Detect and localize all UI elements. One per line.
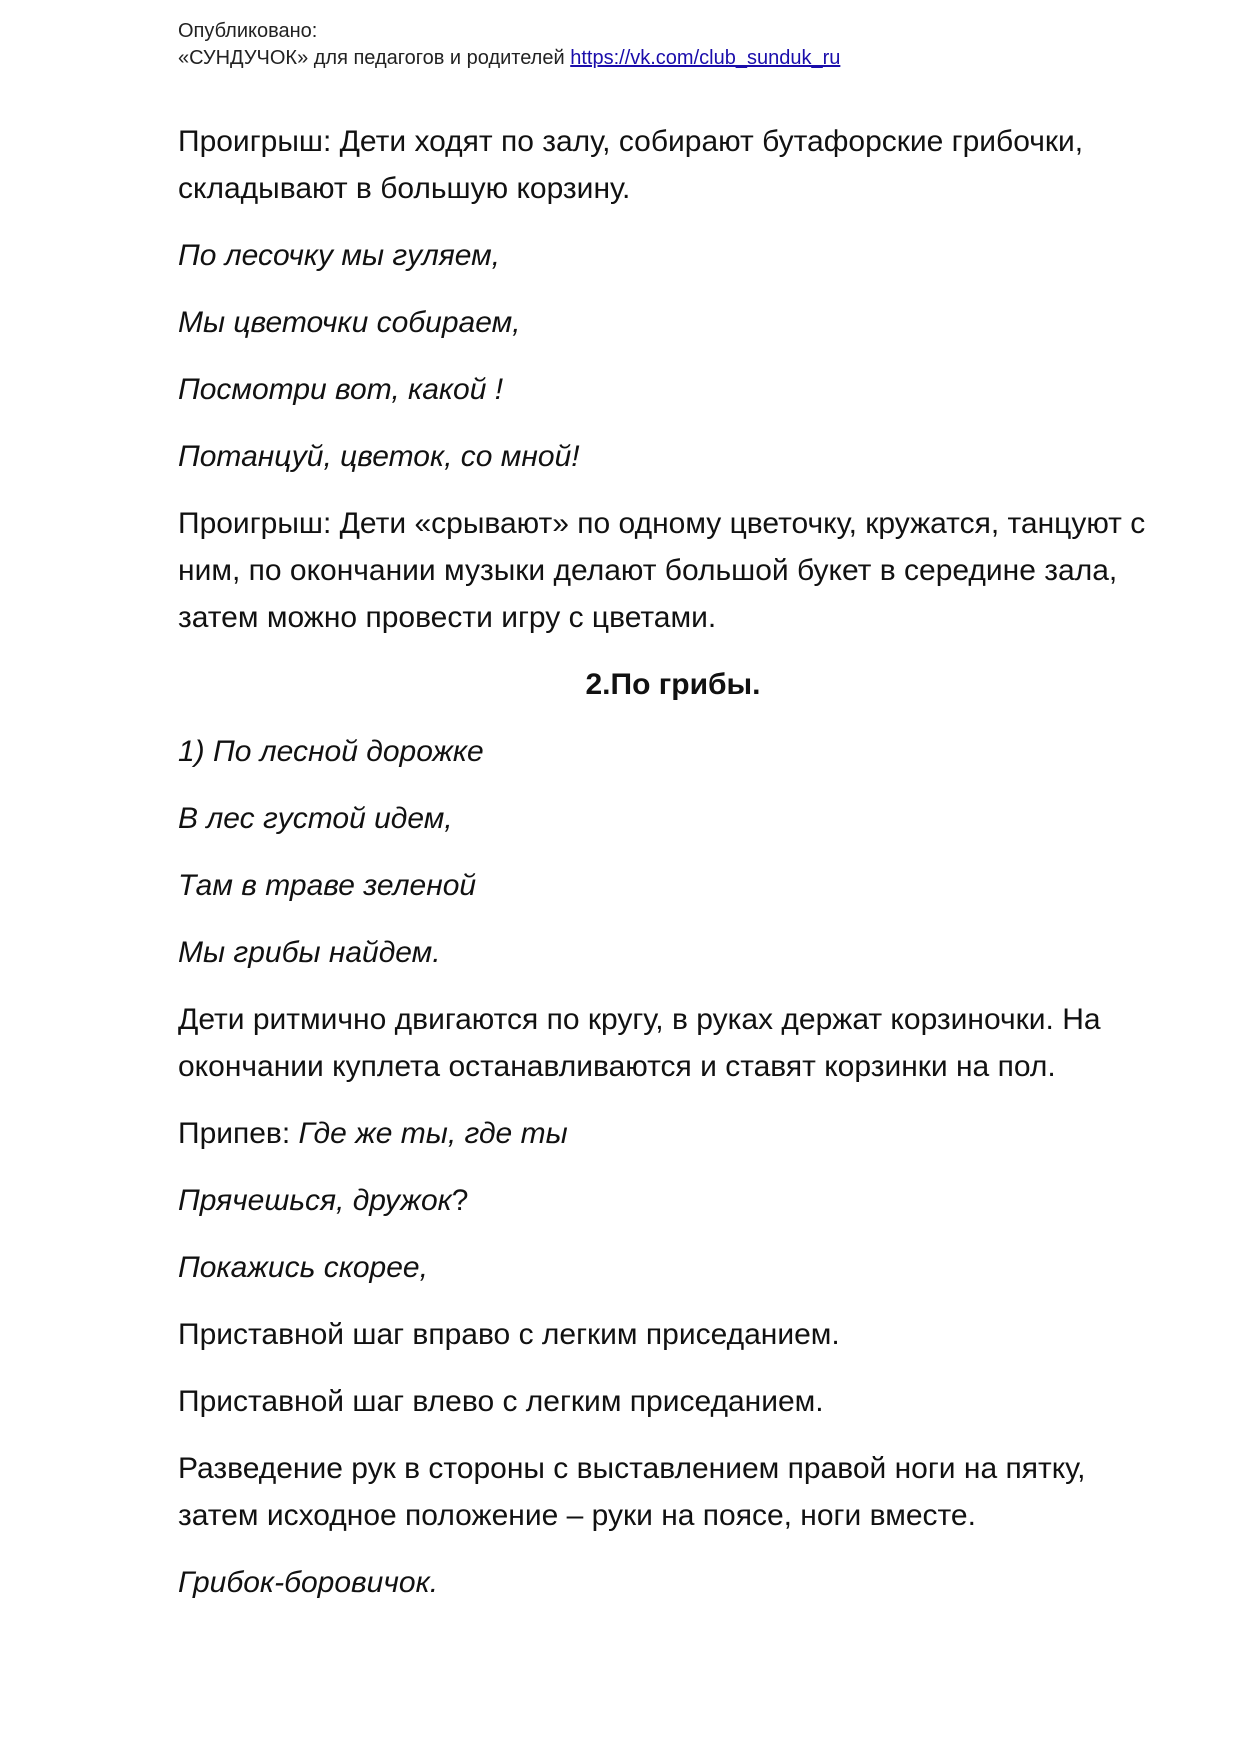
chorus-line-1 [178,1110,1168,1157]
verse-line: Потанцуй, цветок, со мной! [178,440,580,473]
verse-line: Посмотри вот, какой ! [178,373,504,406]
chorus-label: Припев: [178,1117,299,1150]
verse-line: По лесочку мы гуляем, [178,239,501,272]
section-heading: 2.По грибы. [585,668,761,701]
publisher-text: «СУНДУЧОК» для педагогов и родителей [178,47,571,69]
paragraph-interlude-2: Проигрыш: Дети «срывают» по одному цветочку, кружатся, танцуют с ним, по окончании музыки делают большой букет в середине зала, затем можно провести игру с цветами. [178,507,1146,634]
published-label: Опубликовано: [178,20,318,42]
instruction-line: Приставной шаг вправо с легким приседанием. [178,1318,840,1351]
club-link[interactable]: https://vk.com/club_sunduk_ru [570,47,841,69]
verse-line: Грибок-боровичок. [178,1566,439,1599]
verse-line: Мы цветочки собираем, [178,306,521,339]
verse-line: Мы грибы найдем. [178,936,441,969]
paragraph-movement: Дети ритмично двигаются по кругу, в руках держат корзиночки. На окончании куплета останавливаются и ставят корзинки на пол. [178,1003,1101,1083]
publication-header [178,18,840,72]
instruction-line: Приставной шаг влево с легким приседанием. [178,1385,824,1418]
chorus-text-2-end: ? [451,1184,469,1217]
chorus-line-2 [178,1177,1168,1224]
chorus-line-3: Покажись скорее, [178,1251,428,1284]
verse-line: В лес густой идем, [178,802,453,835]
instruction-paragraph: Разведение рук в стороны с выставлением правой ноги на пятку, затем исходное положение – руки на поясе, ноги вместе. [178,1452,1086,1532]
chorus-text-2: Прячешься, дружок [178,1184,452,1217]
verse-line: 1) По лесной дорожке [178,735,484,768]
chorus-text-1: Где же ты, где ты [298,1117,568,1150]
document-body [178,118,1168,1626]
publisher-line [178,45,840,72]
paragraph-interlude-1: Проигрыш: Дети ходят по залу, собирают бутафорские грибочки, складывают в большую корзину. [178,125,1084,205]
verse-line: Там в траве зеленой [178,869,477,902]
